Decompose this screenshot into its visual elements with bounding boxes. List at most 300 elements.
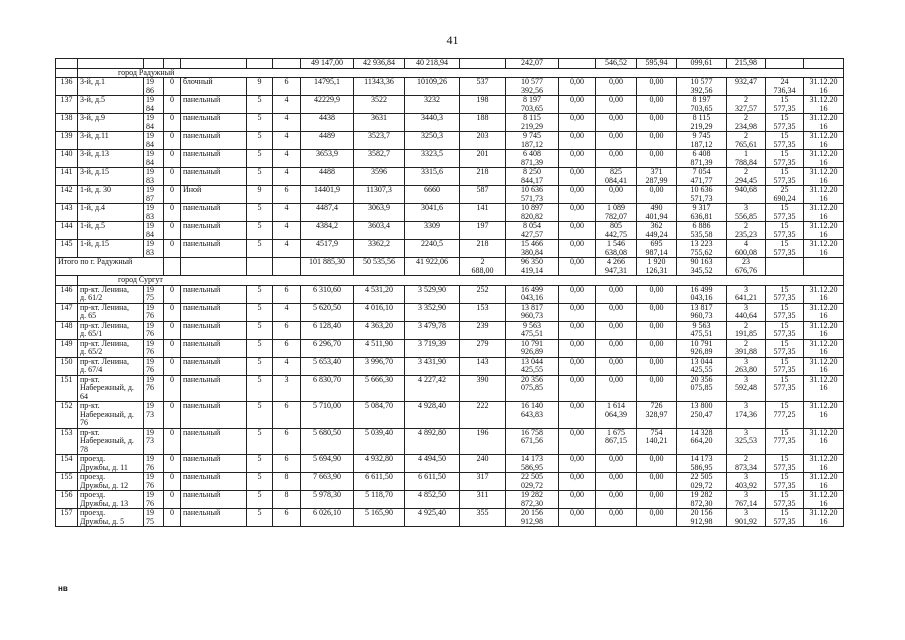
header-values-row: [56, 59, 844, 69]
flag-cell: 0: [164, 114, 181, 132]
wall-material-cell: панельный: [181, 114, 247, 132]
residents-cell: 201: [460, 150, 506, 168]
table-row: [56, 339, 844, 357]
total-cost-cell: 8 250 844,17: [506, 168, 559, 186]
wall-material-cell: панельный: [181, 473, 247, 491]
max-cost-cell: 15 577,35: [766, 114, 804, 132]
residential-area-cell: 11307,3: [354, 186, 405, 204]
address-cell: пр-кт. Ленина, д. 65: [78, 303, 144, 321]
wall-material-cell: панельный: [181, 204, 247, 222]
address-cell: 3-й, д.1: [78, 78, 144, 96]
year-cell: 19 76: [144, 491, 164, 509]
floors-cell: 5: [247, 321, 273, 339]
row-number: 145: [56, 240, 78, 258]
max-cost-cell: 15 577,35: [766, 455, 804, 473]
fund-b-cell: 0,00: [596, 339, 637, 357]
entrances-cell: 6: [273, 339, 301, 357]
total-c-a-cell: 0,00: [559, 258, 596, 276]
flag-cell: 0: [164, 455, 181, 473]
address-cell: проезд. Дружбы, д. 12: [78, 473, 144, 491]
private-area-cell: 4 852,50: [405, 491, 460, 509]
private-area-cell: 3323,5: [405, 150, 460, 168]
fund-c-cell: 0,00: [637, 473, 677, 491]
fund-b-cell: 0,00: [596, 357, 637, 375]
address-cell: пр-кт. Набережный, д. 76: [78, 402, 144, 429]
fund-c-cell: 0,00: [637, 150, 677, 168]
year-cell: 19 76: [144, 455, 164, 473]
flag-cell: 0: [164, 428, 181, 455]
fund-c-cell: 0,00: [637, 186, 677, 204]
total-area-res-cell: 50 535,56: [354, 258, 405, 276]
residents-cell: 196: [460, 428, 506, 455]
residential-area-cell: 3582,7: [354, 150, 405, 168]
fund-a-cell: 0,00: [559, 473, 596, 491]
total-area-cell: 3653,9: [301, 150, 354, 168]
fund-c-cell: 0,00: [637, 96, 677, 114]
wall-material-cell: панельный: [181, 455, 247, 473]
total-cost-cell: 10 897 820,82: [506, 204, 559, 222]
flag-cell: 0: [164, 402, 181, 429]
floors-cell: 5: [247, 168, 273, 186]
deadline-cell: 31.12.20 16: [804, 285, 844, 303]
address-cell: пр-кт. Ленина, д. 65/2: [78, 339, 144, 357]
year-cell: 19 83: [144, 204, 164, 222]
fund-b-cell: 0,00: [596, 375, 637, 402]
flag-cell: 0: [164, 240, 181, 258]
row-number: 136: [56, 78, 78, 96]
max-cost-cell: 15 577,35: [766, 150, 804, 168]
total-cost-cell: 10 577 392,56: [506, 78, 559, 96]
entrances-cell: 6: [273, 509, 301, 527]
table-row: [56, 303, 844, 321]
table-row: [56, 150, 844, 168]
residents-cell: 537: [460, 78, 506, 96]
row-number: 149: [56, 339, 78, 357]
private-area-cell: 4 227,42: [405, 375, 460, 402]
total-cost-cell: 13 817 960,73: [506, 303, 559, 321]
floors-cell: 9: [247, 186, 273, 204]
year-cell: 19 76: [144, 473, 164, 491]
table-row: [56, 357, 844, 375]
fund-c-cell: 0,00: [637, 491, 677, 509]
flag-cell: 0: [164, 285, 181, 303]
year-cell: 19 84: [144, 222, 164, 240]
residential-area-cell: 3523,7: [354, 132, 405, 150]
private-area-cell: 3 529,90: [405, 285, 460, 303]
row-number: 138: [56, 114, 78, 132]
flag-cell: 0: [164, 321, 181, 339]
entrances-cell: 8: [273, 491, 301, 509]
year-cell: 19 76: [144, 321, 164, 339]
year-cell: 19 84: [144, 150, 164, 168]
max-cost-cell: 15 577,35: [766, 473, 804, 491]
flag-cell: 0: [164, 168, 181, 186]
fund-a-cell: 0,00: [559, 321, 596, 339]
deadline-cell: 31.12.20 16: [804, 114, 844, 132]
fund-a-cell: 0,00: [559, 402, 596, 429]
residential-area-cell: 5 165,90: [354, 509, 405, 527]
specific-cost-cell: 3 440,64: [727, 303, 766, 321]
header-value-cell: 242,07: [506, 59, 559, 69]
fund-b-cell: 0,00: [596, 509, 637, 527]
year-cell: 19 76: [144, 303, 164, 321]
residents-cell: 153: [460, 303, 506, 321]
total-area-cell: 5 710,00: [301, 402, 354, 429]
residents-cell: 311: [460, 491, 506, 509]
table-row: [56, 222, 844, 240]
fund-b-cell: 0,00: [596, 78, 637, 96]
fund-c-cell: 0,00: [637, 78, 677, 96]
table-row: [56, 114, 844, 132]
residential-area-cell: 5 118,70: [354, 491, 405, 509]
floors-cell: 5: [247, 114, 273, 132]
flag-cell: 0: [164, 473, 181, 491]
footnote-mark: нв: [58, 584, 68, 593]
total-area-cell: 6 296,70: [301, 339, 354, 357]
fund-a-cell: 0,00: [559, 222, 596, 240]
housing-registry-table: [55, 58, 844, 527]
residents-cell: 355: [460, 509, 506, 527]
table-row: [56, 509, 844, 527]
max-cost-cell: 15 577,35: [766, 132, 804, 150]
floors-cell: 5: [247, 132, 273, 150]
table-row: [56, 321, 844, 339]
fund-a-cell: 0,00: [559, 509, 596, 527]
fund-a-cell: 0,00: [559, 455, 596, 473]
floors-cell: 5: [247, 375, 273, 402]
year-cell: 19 84: [144, 132, 164, 150]
entrances-cell: 6: [273, 78, 301, 96]
residents-cell: 317: [460, 473, 506, 491]
flag-cell: 0: [164, 339, 181, 357]
private-area-cell: 6 611,50: [405, 473, 460, 491]
year-cell: 19 84: [144, 114, 164, 132]
total-cost-cell: 8 197 703,65: [506, 96, 559, 114]
max-cost-cell: 15 577,35: [766, 303, 804, 321]
row-number: 150: [56, 357, 78, 375]
address-cell: 3-й, д.11: [78, 132, 144, 150]
fund-c-cell: 0,00: [637, 357, 677, 375]
total-area-cell: 42229,9: [301, 96, 354, 114]
blank-cell: [164, 59, 181, 69]
specific-cost-cell: 2 873,34: [727, 455, 766, 473]
fund-b-cell: 0,00: [596, 285, 637, 303]
flag-cell: 0: [164, 357, 181, 375]
total-area-cell: 5 978,30: [301, 491, 354, 509]
table-row: [56, 491, 844, 509]
residential-area-cell: 3362,2: [354, 240, 405, 258]
entrances-cell: 4: [273, 168, 301, 186]
private-area-cell: 3041,6: [405, 204, 460, 222]
year-cell: 19 76: [144, 339, 164, 357]
max-cost-cell: 15 577,35: [766, 285, 804, 303]
residential-area-cell: 6 611,50: [354, 473, 405, 491]
owners-fund-cell: 16 499 043,16: [677, 285, 727, 303]
flag-cell: 0: [164, 222, 181, 240]
table-row: [56, 186, 844, 204]
total-area-cell: 5 620,50: [301, 303, 354, 321]
wall-material-cell: панельный: [181, 491, 247, 509]
owners-fund-cell: 13 800 250,47: [677, 402, 727, 429]
table-row: [56, 473, 844, 491]
fund-a-cell: 0,00: [559, 357, 596, 375]
specific-cost-cell: 940,68: [727, 186, 766, 204]
row-number: 143: [56, 204, 78, 222]
specific-cost-cell: 2 327,57: [727, 96, 766, 114]
fund-b-cell: 0,00: [596, 96, 637, 114]
year-cell: 19 83: [144, 168, 164, 186]
residents-cell: 252: [460, 285, 506, 303]
row-number: 155: [56, 473, 78, 491]
residents-cell: 222: [460, 402, 506, 429]
residential-area-cell: 3631: [354, 114, 405, 132]
entrances-cell: 6: [273, 455, 301, 473]
residential-area-cell: 3596: [354, 168, 405, 186]
floors-cell: 5: [247, 285, 273, 303]
entrances-cell: 4: [273, 222, 301, 240]
address-cell: 3-й, д.15: [78, 168, 144, 186]
total-area-cell: 4438: [301, 114, 354, 132]
residents-cell: 188: [460, 114, 506, 132]
residential-area-cell: 3603,4: [354, 222, 405, 240]
address-cell: проезд. Дружбы, д. 13: [78, 491, 144, 509]
specific-cost-cell: 2 191,85: [727, 321, 766, 339]
residential-area-cell: 5 084,70: [354, 402, 405, 429]
total-residents-cell: 2 688,00: [460, 258, 506, 276]
fund-b-cell: 0,00: [596, 491, 637, 509]
private-area-cell: 10109,26: [405, 78, 460, 96]
row-number: 151: [56, 375, 78, 402]
entrances-cell: 4: [273, 96, 301, 114]
total-area-cell: 4517,9: [301, 240, 354, 258]
fund-b-cell: 0,00: [596, 455, 637, 473]
total-area-cell: 5 694,90: [301, 455, 354, 473]
fund-a-cell: 0,00: [559, 150, 596, 168]
total-area-cell: 6 830,70: [301, 375, 354, 402]
row-number: 153: [56, 428, 78, 455]
wall-material-cell: панельный: [181, 240, 247, 258]
max-cost-cell: 15 777,25: [766, 402, 804, 429]
wall-material-cell: панельный: [181, 402, 247, 429]
year-cell: 19 73: [144, 428, 164, 455]
fund-c-cell: 0,00: [637, 339, 677, 357]
deadline-cell: 31.12.20 16: [804, 168, 844, 186]
address-cell: 1-й, д.5: [78, 222, 144, 240]
year-cell: 19 75: [144, 509, 164, 527]
row-number: 147: [56, 303, 78, 321]
header-value-cell: 099,61: [677, 59, 727, 69]
total-cost-cell: 16 758 671,56: [506, 428, 559, 455]
address-cell: 1-й, д.4: [78, 204, 144, 222]
deadline-cell: 31.12.20 16: [804, 375, 844, 402]
floors-cell: 5: [247, 150, 273, 168]
page-number: 41: [446, 33, 459, 47]
specific-cost-cell: 3 325,53: [727, 428, 766, 455]
flag-cell: 0: [164, 491, 181, 509]
residents-cell: 143: [460, 357, 506, 375]
wall-material-cell: панельный: [181, 132, 247, 150]
deadline-cell: 31.12.20 16: [804, 150, 844, 168]
total-cost-cell: 9 745 187,12: [506, 132, 559, 150]
fund-c-cell: 695 987,14: [637, 240, 677, 258]
blank-cell: [247, 59, 273, 69]
deadline-cell: 31.12.20 16: [804, 96, 844, 114]
specific-cost-cell: 4 600,08: [727, 240, 766, 258]
table-row: [56, 455, 844, 473]
blank-cell: [164, 258, 181, 276]
total-c-d-cell: 90 163 345,52: [677, 258, 727, 276]
fund-b-cell: 1 614 064,39: [596, 402, 637, 429]
flag-cell: 0: [164, 204, 181, 222]
fund-b-cell: 0,00: [596, 186, 637, 204]
private-area-cell: 3 479,78: [405, 321, 460, 339]
row-number: 141: [56, 168, 78, 186]
specific-cost-cell: 2 391,88: [727, 339, 766, 357]
year-cell: 19 76: [144, 357, 164, 375]
deadline-cell: 31.12.20 16: [804, 186, 844, 204]
max-cost-cell: 15 577,35: [766, 222, 804, 240]
owners-fund-cell: 9 745 187,12: [677, 132, 727, 150]
address-cell: пр-кт. Набережный, д. 78: [78, 428, 144, 455]
total-area-cell: 4489: [301, 132, 354, 150]
wall-material-cell: блочный: [181, 78, 247, 96]
flag-cell: 0: [164, 375, 181, 402]
wall-material-cell: Иной: [181, 186, 247, 204]
row-number: 152: [56, 402, 78, 429]
fund-c-cell: 0,00: [637, 132, 677, 150]
owners-fund-cell: 13 223 755,62: [677, 240, 727, 258]
fund-a-cell: 0,00: [559, 339, 596, 357]
total-label: Итого по г. Радужный: [56, 258, 164, 276]
specific-cost-cell: 2 235,23: [727, 222, 766, 240]
residential-area-cell: 11343,36: [354, 78, 405, 96]
entrances-cell: 8: [273, 473, 301, 491]
total-area-cell: 14401,9: [301, 186, 354, 204]
max-cost-cell: 15 577,35: [766, 357, 804, 375]
city-header-row: [56, 276, 844, 286]
total-cost-cell: 20 356 075,85: [506, 375, 559, 402]
entrances-cell: 4: [273, 132, 301, 150]
owners-fund-cell: 6 408 871,39: [677, 150, 727, 168]
flag-cell: 0: [164, 186, 181, 204]
total-area-cell: 4487,4: [301, 204, 354, 222]
wall-material-cell: панельный: [181, 509, 247, 527]
blank-cell: [56, 68, 78, 78]
floors-cell: 5: [247, 339, 273, 357]
deadline-cell: 31.12.20 16: [804, 321, 844, 339]
specific-cost-cell: 3 641,21: [727, 285, 766, 303]
total-c-b-cell: 4 266 947,31: [596, 258, 637, 276]
year-cell: 19 83: [144, 240, 164, 258]
deadline-cell: 31.12.20 16: [804, 491, 844, 509]
max-cost-cell: 15 577,35: [766, 321, 804, 339]
year-cell: 19 75: [144, 285, 164, 303]
blank-cell: [181, 258, 247, 276]
total-area-cell: 6 310,60: [301, 285, 354, 303]
total-cost-cell: 16 140 643,83: [506, 402, 559, 429]
entrances-cell: 3: [273, 375, 301, 402]
floors-cell: 5: [247, 357, 273, 375]
fund-a-cell: 0,00: [559, 240, 596, 258]
flag-cell: 0: [164, 303, 181, 321]
deadline-cell: 31.12.20 16: [804, 402, 844, 429]
city-header-row: [56, 68, 844, 78]
fund-a-cell: 0,00: [559, 285, 596, 303]
entrances-cell: 6: [273, 285, 301, 303]
entrances-cell: 6: [273, 402, 301, 429]
wall-material-cell: панельный: [181, 150, 247, 168]
max-cost-cell: 15 577,35: [766, 339, 804, 357]
entrances-cell: 4: [273, 114, 301, 132]
specific-cost-cell: 932,47: [727, 78, 766, 96]
fund-c-cell: 0,00: [637, 455, 677, 473]
row-number: 142: [56, 186, 78, 204]
total-c-c-cell: 1 920 126,31: [637, 258, 677, 276]
deadline-cell: 31.12.20 16: [804, 132, 844, 150]
deadline-cell: 31.12.20 16: [804, 357, 844, 375]
fund-a-cell: 0,00: [559, 168, 596, 186]
row-number: 148: [56, 321, 78, 339]
table-row: [56, 78, 844, 96]
owners-fund-cell: 8 115 219,29: [677, 114, 727, 132]
flag-cell: 0: [164, 132, 181, 150]
header-value-cell: 40 218,94: [405, 59, 460, 69]
table-row: [56, 402, 844, 429]
row-number: 140: [56, 150, 78, 168]
residents-cell: 239: [460, 321, 506, 339]
floors-cell: 5: [247, 473, 273, 491]
max-cost-cell: 24 736,34: [766, 78, 804, 96]
wall-material-cell: панельный: [181, 222, 247, 240]
total-cost-cell: 8 115 219,29: [506, 114, 559, 132]
total-cost-cell: 14 173 586,95: [506, 455, 559, 473]
wall-material-cell: панельный: [181, 357, 247, 375]
flag-cell: 0: [164, 78, 181, 96]
owners-fund-cell: 10 577 392,56: [677, 78, 727, 96]
fund-b-cell: 1 675 867,15: [596, 428, 637, 455]
total-area-total-cell: 101 885,30: [301, 258, 354, 276]
year-cell: 19 87: [144, 186, 164, 204]
city-name: город Радужный: [78, 68, 844, 78]
year-cell: 19 84: [144, 96, 164, 114]
private-area-cell: 4 892,80: [405, 428, 460, 455]
specific-cost-cell: 3 901,92: [727, 509, 766, 527]
floors-cell: 5: [247, 402, 273, 429]
year-cell: 19 76: [144, 375, 164, 402]
fund-b-cell: 825 084,41: [596, 168, 637, 186]
fund-b-cell: 0,00: [596, 321, 637, 339]
specific-cost-cell: 2 765,61: [727, 132, 766, 150]
owners-fund-cell: 13 044 425,55: [677, 357, 727, 375]
fund-c-cell: 362 449,24: [637, 222, 677, 240]
deadline-cell: 31.12.20 16: [804, 303, 844, 321]
residential-area-cell: 3 996,70: [354, 357, 405, 375]
residential-area-cell: 4 531,20: [354, 285, 405, 303]
owners-fund-cell: 14 328 664,20: [677, 428, 727, 455]
wall-material-cell: панельный: [181, 339, 247, 357]
total-row: [56, 258, 844, 276]
deadline-cell: 31.12.20 16: [804, 339, 844, 357]
owners-fund-cell: 20 356 075,85: [677, 375, 727, 402]
max-cost-cell: 15 577,35: [766, 509, 804, 527]
max-cost-cell: 15 577,35: [766, 204, 804, 222]
entrances-cell: 4: [273, 303, 301, 321]
max-cost-cell: 15 577,35: [766, 240, 804, 258]
private-area-cell: 4 925,40: [405, 509, 460, 527]
deadline-cell: 31.12.20 16: [804, 78, 844, 96]
table-row: [56, 204, 844, 222]
owners-fund-cell: 9 317 636,81: [677, 204, 727, 222]
